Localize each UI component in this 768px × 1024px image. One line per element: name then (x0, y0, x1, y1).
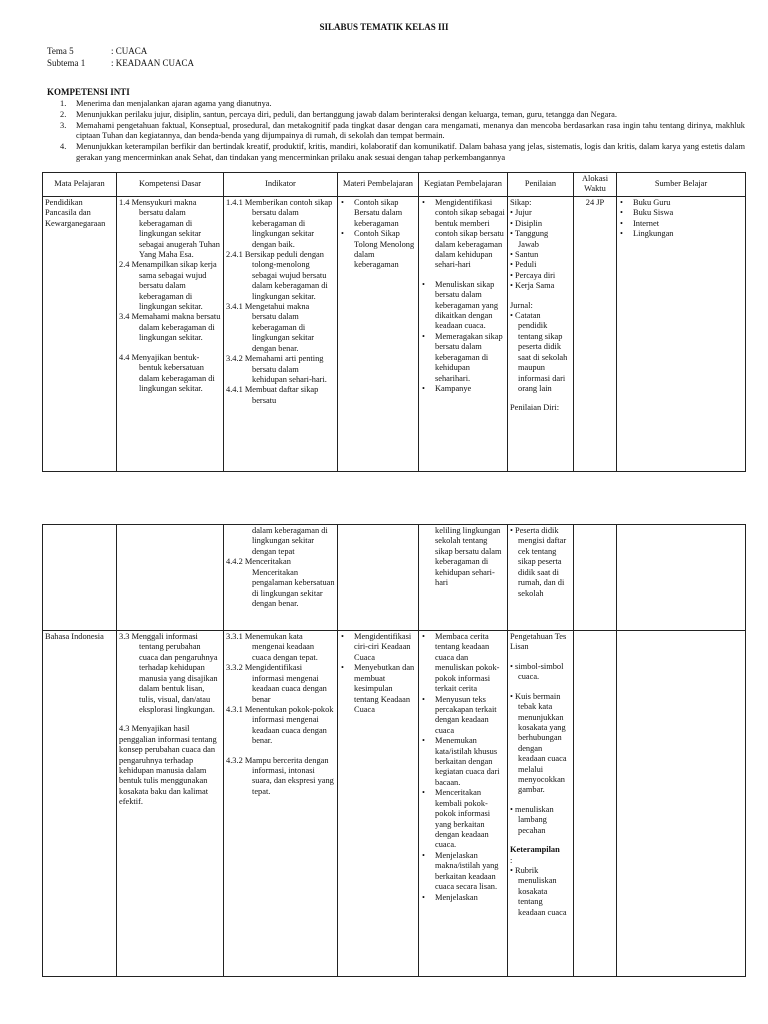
cell-indikator (224, 631, 338, 977)
penilaian-sikap-item: • Tanggung Jawab (510, 229, 549, 249)
kd-item: 4.3 Menyajikan hasil penggalian informasi tentang konsep perubahan cuaca dan pengaruhnya terhadap kehidupan manusia dalam bentuk tulis menggunakan kosakata baku dan kalimat efektif. (119, 724, 217, 807)
kd-item: 3.3 Menggali informasi tentang perubahan cuaca dan pengaruhnya terhadap kehidupan manusia yang disajikan dalam bentuk lisan, tulis, visual, dan/atau eksplorasi lingkungan. (119, 632, 218, 714)
header-alokasi: Alokasi Waktu (574, 173, 617, 197)
cell-kegiatan (419, 525, 508, 631)
sumber-item: • Buku Siswa (619, 208, 743, 218)
cell-sumber (617, 196, 746, 471)
indikator-item: 3.4.1 Mengetahui makna bersatu dalam keberagaman di lingkungan sekitar dengan benar. (226, 302, 315, 353)
indikator-item: 3.3.2 Mengidentifikasi informasi mengenai keadaan cuaca dengan benar (226, 663, 327, 704)
tema-value: : CUACA (111, 46, 148, 56)
penilaian-sikap-item: • Disiplin (510, 218, 543, 228)
cell-penilaian (508, 196, 574, 471)
indikator-item: 4.4.1 Membuat daftar sikap bersatu (226, 385, 319, 405)
header-kd: Kompetensi Dasar (117, 173, 224, 197)
subtema-line (47, 58, 194, 69)
table-row (43, 196, 746, 471)
kegiatan-item: • Menjelaskan (421, 893, 505, 903)
header-indikator: Indikator (224, 173, 338, 197)
ki-text: Menerima dan menjalankan ajaran agama yang dianutnya. (76, 99, 272, 108)
penilaian-sikap-item: • Percaya diri (510, 270, 556, 280)
indikator-item: 4.3.1 Menentukan pokok-pokok informasi mengenai keadaan cuaca dengan benar. (226, 704, 334, 746)
sumber-item: • Lingkungan (619, 229, 743, 239)
ki-item (47, 99, 745, 110)
cell-alokasi (574, 196, 617, 471)
kegiatan-item: keliling lingkungan sekolah tentang sikap bersatu dalam keberagaman di kehidupan sehari-hari (435, 526, 502, 588)
alokasi-text: 24 JP (585, 197, 605, 207)
cell-kd (117, 525, 224, 631)
penilaian-diri-title: Penilaian Diri: (510, 403, 560, 413)
penilaian-sikap-title: Sikap: (510, 197, 532, 207)
ki-item (47, 110, 745, 121)
materi-item: • Mengidentifikasi ciri-ciri Keadaan Cuaca (340, 632, 416, 663)
header-materi: Materi Pembelajaran (338, 173, 419, 197)
silabus-table-page-1 (42, 172, 746, 472)
cell-materi (338, 196, 419, 471)
penilaian-item: • simbol-simbol cuaca. (510, 661, 564, 682)
kd-item: 4.4 Menyajikan bentuk-bentuk kebersatuan dalam keberagaman di lingkungan sekitar. (119, 352, 215, 394)
sumber-item: • Internet (619, 219, 743, 229)
cell-kd (117, 196, 224, 471)
penilaian-pengetahuan: Pengetahuan Tes Lisan (510, 632, 567, 652)
kegiatan-item: • Kampanye (421, 384, 505, 394)
kegiatan-item: • Menceritakan kembali pokok-pokok informasi yang berkaitan dengan keadaan cuaca. (421, 788, 505, 851)
cell-kegiatan (419, 631, 508, 977)
indikator-item: 2.4.1 Bersikap peduli dengan tolong-menolong sebagai wujud bersatu dalam keberagaman di lingkungan sekitar. (226, 249, 328, 301)
mapel-text: Pendidikan Pancasila dan Kewarganegaraan (45, 197, 106, 228)
ki-text: Menunjukkan perilaku jujur, disiplin, santun, percaya diri, peduli, dan bertanggung jawab dalam berinteraksi dengan keluarga, teman, guru, tetangga dan Negara. (76, 109, 617, 119)
kompetensi-inti-heading: KOMPETENSI INTI (47, 87, 130, 97)
cell-mapel (43, 196, 117, 471)
kegiatan-item: • Mengidentifikasi contoh sikap sebagai bentuk memberi contoh sikap bersatu dalam keberagaman dalam kehidupan sehari-hari (421, 198, 505, 271)
table-row (43, 631, 746, 977)
cell-sumber (617, 525, 746, 631)
kd-item: 3.4 Memahami makna bersatu dalam keberagaman di lingkungan sekitar. (119, 312, 221, 343)
cell-kegiatan (419, 196, 508, 471)
penilaian-sikap-item: • Santun (510, 249, 539, 259)
penilaian-jurnal-title: Jurnal: (510, 300, 533, 310)
cell-alokasi (574, 631, 617, 977)
cell-materi (338, 525, 419, 631)
kd-item: 2.4 Menampilkan sikap kerja sama sebagai wujud bersatu dalam keberagaman di lingkungan sekitar. (119, 260, 217, 312)
kegiatan-item: • Menemukan kata/istilah khusus berkaitan dengan kegiatan cuaca dari bacaan. (421, 736, 505, 788)
cell-indikator (224, 196, 338, 471)
penilaian-item: • menuliskan lambang pecahan (510, 804, 554, 835)
cell-mapel (43, 631, 117, 977)
ki-item (47, 121, 745, 143)
indikator-item: 4.4.2 Menceritakan Menceritakan pengalaman kebersatuan di lingkungan sekitar dengan benar. (226, 557, 335, 608)
silabus-table-page-2 (42, 524, 746, 977)
indikator-item: dalam keberagaman di lingkungan sekitar dengan tepat (252, 526, 328, 556)
cell-materi (338, 631, 419, 977)
penilaian-sikap-item: • Peduli (510, 260, 537, 270)
ki-num: 2. (60, 109, 67, 119)
ki-num: 1. (60, 99, 67, 108)
cell-alokasi (574, 525, 617, 631)
penilaian-sikap-item: • Jujur (510, 208, 532, 218)
page-title: SILABUS TEMATIK KELAS III (319, 22, 449, 32)
tema-label: Tema 5 (47, 46, 74, 56)
kompetensi-inti-list (47, 99, 745, 164)
indikator-item: 3.3.1 Menemukan kata mengenai keadaan cuaca dengan tepat. (226, 632, 318, 662)
ki-num: 4. (60, 142, 67, 151)
kegiatan-item: • Menjelaskan makna/istilah yang berkaitan keadaan cuaca secara lisan. (421, 851, 505, 893)
indikator-item: 1.4.1 Memberikan contoh sikap bersatu dalam keberagaman di lingkungan sekitar dengan baik. (226, 197, 333, 249)
materi-item: • Menyebutkan dan membuat kesimpulan tentang Keadaan Cuaca (340, 663, 416, 715)
header-sumber: Sumber Belajar (617, 173, 746, 197)
indikator-item: 4.3.2 Mampu bercerita dengan informasi, intonasi suara, dan ekspresi yang tepat. (226, 755, 334, 796)
cell-kd (117, 631, 224, 977)
table-row (43, 525, 746, 631)
materi-item: • Contoh Sikap Tolong Menolong dalam keberagaman (340, 229, 416, 271)
cell-indikator (224, 525, 338, 631)
subtema-value: : KEADAAN CUACA (111, 58, 194, 68)
kegiatan-item: • Menyusun teks percakapan terkait dengan keadaan cuaca (421, 695, 505, 737)
penilaian-sikap-item: • Kerja Sama (510, 281, 555, 291)
penilaian-item: • Peserta didik mengisi daftar cek tentang sikap peserta didik saat di rumah, dan di sekolah (510, 526, 567, 598)
sumber-item: • Buku Guru (619, 198, 743, 208)
cell-penilaian (508, 631, 574, 977)
subtema-label: Subtema 1 (47, 58, 86, 68)
keterampilan-item: • Rubrik menuliskan kosakata tentang keadaan cuaca (510, 866, 567, 917)
cell-penilaian (508, 525, 574, 631)
kegiatan-item: • Membaca cerita tentang keadaan cuaca dan menuliskan pokok-pokok informasi terkait cerita (421, 632, 505, 695)
penilaian-item: • Kuis bermain tebak kata menunjukkan kosakata yang berhubungan dengan keadaan cuaca melalui menyocokkan gambar. (510, 691, 567, 795)
indikator-item: 3.4.2 Memahami arti penting bersatu dalam kehidupan sehari-hari. (226, 354, 327, 385)
keterampilan-colon: : (510, 855, 513, 865)
cell-sumber (617, 631, 746, 977)
penilaian-jurnal-item: • Catatan pendidik tentang sikap peserta didik saat di sekolah maupun informasi dari orang lain (510, 311, 568, 394)
cell-mapel (43, 525, 117, 631)
kd-item: 1.4 Mensyukuri makna bersatu dalam keberagaman di lingkungan sekitar sebagai anugerah Tuhan Yang Maha Esa. (119, 197, 220, 259)
header-mapel: Mata Pelajaran (43, 173, 117, 197)
ki-text: Menunjukkan keterampilan berfikir dan bertindak kreatif, produktif, kritis, mandiri, kolaboratif dan komunikatif. Dalam bahasa yang jelas, sistematis, logis dan kritis, dalam karya yang estetis dalam gerakan yang mencerminkan anak Sehat, dan tindakan yang mencerminkan prilaku anak sesuai dengan tahap perkembangannya (76, 142, 745, 162)
kegiatan-item: • Menuliskan sikap bersatu dalam keberagaman yang dikaitkan dengan keadaan cuaca. (421, 280, 505, 332)
ki-item (47, 142, 745, 164)
header-kegiatan: Kegiatan Pembelajaran (419, 173, 508, 197)
tema-line (47, 46, 147, 57)
ki-num: 3. (60, 120, 67, 130)
kegiatan-item: • Memeragakan sikap bersatu dalam keberagaman di kehidupan seharihari. (421, 332, 505, 384)
mapel-text: Bahasa Indonesia (45, 632, 104, 641)
table-header-row (43, 173, 746, 197)
ki-text: Memahami pengetahuan faktual, Konseptual, prosedural, dan metakognitif pada tingkat dasar dengan cara mengamati, menanya dan mencoba berdasarkan rasa ingin tahu tentang dirinya, makhluk ciptaan Tuhan dan kegiatannya, dan benda-benda yang dijumpainya di rumah, di sekolah dan tempat bermain. (76, 120, 745, 141)
keterampilan-title: Keterampilan (510, 845, 560, 855)
materi-item: • Contoh sikap Bersatu dalam keberagaman (340, 198, 416, 229)
header-penilaian: Penilaian (508, 173, 574, 197)
